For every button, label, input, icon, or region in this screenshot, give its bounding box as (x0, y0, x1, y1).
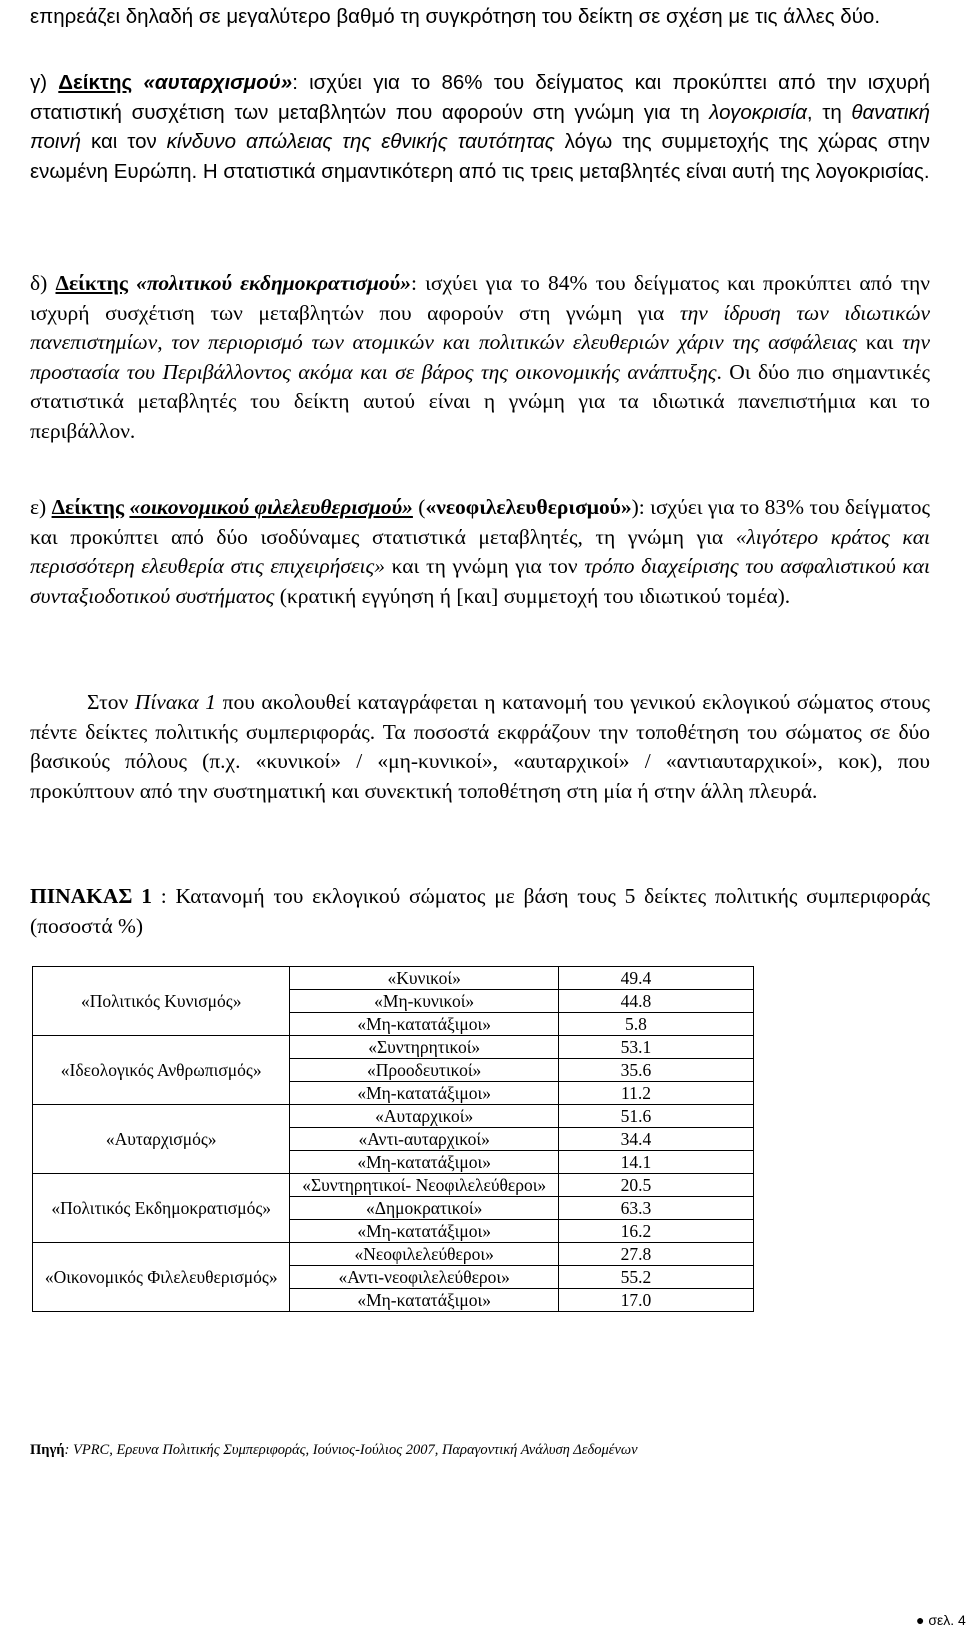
table-row (33, 1174, 754, 1197)
paragraph-authoritarianism (30, 68, 930, 186)
paragraph-text: . Οι δύο πιο σημαντικές στατιστικά μεταβλητές του δείκτη αυτού είναι η γνώμη για τα ιδιωτικά πανεπιστήμια και το περιβάλλον. (30, 359, 930, 443)
emphasis-text: «λιγότερο κράτος και περισσότερη ελευθερία στις επιχειρήσεις» (30, 524, 930, 578)
category-cell: «Δημοκρατικοί» (290, 1197, 559, 1220)
indicator-cell: «Πολιτικός Εκδημοκρατισμός» (33, 1174, 290, 1243)
table-caption (30, 882, 930, 941)
indicator-term: «αυταρχισμού» (143, 71, 293, 94)
value-cell: 14.1 (558, 1151, 753, 1174)
value-cell: 11.2 (558, 1082, 753, 1105)
category-cell: «Μη-κυνικοί» (290, 990, 559, 1013)
table-row (33, 1036, 754, 1059)
value-cell: 5.8 (558, 1013, 753, 1036)
list-letter: γ) (30, 71, 59, 94)
indicator-alt-term: «νεοφιλελευθερισμού» (425, 495, 632, 519)
value-cell: 51.6 (558, 1105, 753, 1128)
paragraph-democratization (30, 269, 930, 446)
emphasis-text: την προστασία του Περιβάλλοντος ακόμα και σε βάρος της οικονομικής ανάπτυξης (30, 330, 931, 384)
table-row (33, 1105, 754, 1128)
category-cell: «Μη-κατατάξιμοι» (290, 1289, 559, 1312)
indicator-cell: «Οικονομικός Φιλελευθερισμός» (33, 1243, 290, 1312)
table-reference: Πίνακα 1 (134, 690, 217, 714)
value-cell: 53.1 (558, 1036, 753, 1059)
emphasis-text: θανατική ποινή (30, 100, 931, 153)
indicator-label: Δείκτης (55, 271, 128, 295)
paragraph-text: επηρεάζει δηλαδή σε μεγαλύτερο βαθμό τη συγκρότηση του δείκτη σε σχέση με τις άλλες δύο. (30, 5, 881, 28)
category-cell: «Μη-κατατάξιμοι» (290, 1082, 559, 1105)
category-cell: «Συντηρητικοί- Νεοφιλελεύθεροι» (290, 1174, 559, 1197)
paragraph-text: και (857, 330, 903, 354)
paragraph-text: και τον (81, 130, 167, 153)
paragraph-text: , τη (806, 100, 852, 124)
table-caption-title: ΠΙΝΑΚΑΣ 1 (30, 884, 152, 908)
paragraph-text: , (157, 330, 172, 354)
category-cell: «Κυνικοί» (290, 967, 559, 990)
paragraph-economic-liberalism (30, 493, 930, 611)
paragraph-text: και τη γνώμη για τον (384, 554, 585, 578)
source-text: : VPRC, Ερευνα Πολιτικής Συμπεριφοράς, Ιούνιος-Ιούλιος 2007, Παραγοντική Ανάλυση Δεδομένων (64, 1442, 638, 1458)
category-cell: «Μη-κατατάξιμοι» (290, 1220, 559, 1243)
emphasis-text: κίνδυνο απώλειας της εθνικής ταυτότητας (166, 130, 555, 153)
value-cell: 63.3 (558, 1197, 753, 1220)
emphasis-text: τρόπο διαχείρισης του ασφαλιστικού και συνταξιοδοτικού συστήματος (30, 554, 930, 608)
paragraph-text: ( (412, 495, 426, 519)
page-number (916, 1612, 966, 1628)
value-cell: 27.8 (558, 1243, 753, 1266)
value-cell: 55.2 (558, 1266, 753, 1289)
paragraph-text: : ισχύει για το 84% του δείγματος και προκύπτει από την ισχυρή συσχέτιση των μεταβλητών που αφορούν στη γνώμη για (30, 271, 931, 325)
source-label: Πηγή (30, 1442, 65, 1458)
value-cell: 16.2 (558, 1220, 753, 1243)
indicator-cell: «Ιδεολογικός Ανθρωπισμός» (33, 1036, 290, 1105)
value-cell: 34.4 (558, 1128, 753, 1151)
category-cell: «Προοδευτικοί» (290, 1059, 559, 1082)
value-cell: 17.0 (558, 1289, 753, 1312)
paragraph-text: ): ισχύει για το 83% του δείγματος και προκύπτει από δύο ισοδύναμες στατιστικά μεταβλητές, τη γνώμη για (30, 495, 930, 549)
category-cell: «Αντι-νεοφιλελεύθεροι» (290, 1266, 559, 1289)
table-body (33, 967, 754, 1312)
paragraph-text: : ισχύει για το 86% του δείγματος και προκύπτει από την ισχυρή στατιστική συσχέτιση των μεταβλητών που αφορούν στη γνώμη για τη (30, 71, 930, 124)
table-caption-text: : Κατανομή του εκλογικού σώματος με βάση τους 5 δείκτες πολιτικής συμπεριφοράς (ποσοστά %) (30, 884, 931, 938)
paragraph-text: που ακολουθεί καταγράφεται η κατανομή του γενικού εκλογικού σώματος στους πέντε δείκτες πολιτικής συμπεριφοράς. Τα ποσοστά εκφράζουν την τοποθέτηση του σώματος σε δύο βασικούς πόλους (π.χ. «κυνικοί» / «μη-κυνικοί», «αυταρχικοί» / «αντιαυταρχικοί», κοκ), που προκύπτουν από την συστηματική και συνεκτική τοποθέτηση στη μία ή στην άλλη πλευρά. (30, 690, 930, 803)
bullet-icon: ● (916, 1612, 929, 1628)
emphasis-text: τον περιορισμό των ατομικών και πολιτικών ελευθεριών χάριν της ασφάλειας (171, 330, 858, 354)
indicator-cell: «Πολιτικός Κυνισμός» (33, 967, 290, 1036)
distribution-table (32, 966, 754, 1312)
value-cell: 35.6 (558, 1059, 753, 1082)
category-cell: «Αντι-αυταρχικοί» (290, 1128, 559, 1151)
emphasis-text: την ίδρυση των ιδιωτικών πανεπιστημίων (30, 300, 930, 354)
category-cell: «Μη-κατατάξιμοι» (290, 1013, 559, 1036)
value-cell: 49.4 (558, 967, 753, 990)
list-letter: ε) (30, 495, 52, 519)
list-letter: δ) (30, 271, 56, 295)
indicator-label: Δείκτης (51, 495, 125, 519)
category-cell: «Συντηρητικοί» (290, 1036, 559, 1059)
value-cell: 44.8 (558, 990, 753, 1013)
paragraph-text: (κρατική εγγύηση ή [και] συμμετοχή του ιδιωτικού τομέα). (274, 583, 791, 608)
source-note (30, 1441, 930, 1459)
value-cell: 20.5 (558, 1174, 753, 1197)
emphasis-text: λογοκρισία (709, 100, 807, 124)
table-row (33, 967, 754, 990)
page-number-text: σελ. 4 (928, 1612, 966, 1628)
indicator-cell: «Αυταρχισμός» (33, 1105, 290, 1174)
indicator-term: «πολιτικού εκδημοκρατισμού» (136, 271, 411, 295)
category-cell: «Αυταρχικοί» (290, 1105, 559, 1128)
indicator-label: Δείκτης (58, 71, 133, 94)
category-cell: «Μη-κατατάξιμοι» (290, 1151, 559, 1174)
paragraph-table-intro (30, 688, 930, 806)
category-cell: «Νεοφιλελεύθεροι» (290, 1243, 559, 1266)
table-row (33, 1243, 754, 1266)
paragraph-text: Στον (87, 690, 135, 714)
paragraph-intro (30, 2, 930, 32)
paragraph-text: λόγω της συμμετοχής της χώρας στην ενωμένη Ευρώπη. Η στατιστικά σημαντικότερη από τις τρεις μεταβλητές είναι αυτή της λογοκρισίας. (30, 130, 930, 183)
indicator-term: «οικονομικού φιλελευθερισμού» (129, 495, 413, 519)
